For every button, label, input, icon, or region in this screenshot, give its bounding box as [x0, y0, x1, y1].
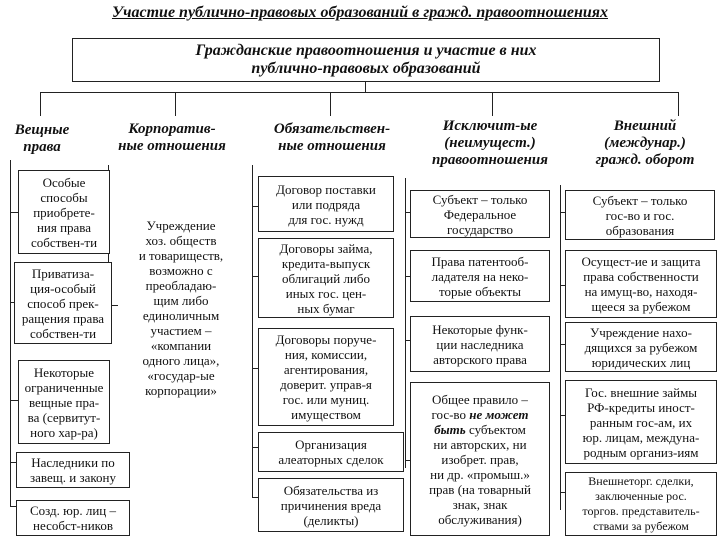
real-rights-box-servitude: Некоторые ограниченные вещные пра- ва (сервитут- ного хар-ра) [18, 360, 110, 444]
exclusive-box-general-rule [410, 382, 550, 536]
real-rights-box-heirs: Наследники по завещ. и закону [16, 452, 130, 488]
exclusive-box-federal-subject: Субъект – только Федеральное государство [410, 190, 550, 238]
obligations-box-loans: Договоры займа, кредита-выпуск облигаций либо иных гос. цен- ных бумаг [258, 238, 394, 318]
obligations-box-aleatory: Организация алеаторных сделок [258, 432, 404, 472]
exclusive-box-inheritance: Некоторые функ- ции наследника авторского права [410, 316, 550, 372]
rule-text-emphasis: не может быть [434, 406, 529, 437]
foreign-box-legal-entities: Учреждение нахо- дящихся за рубежом юридических лиц [565, 322, 717, 372]
column-header-exclusive: Исключит-ые (неимущест.) правоотношения [432, 118, 548, 168]
real-rights-box-legal-entities: Созд. юр. лиц – несобст-ников [16, 500, 130, 536]
foreign-box-subject: Субъект – только гос-во и гос. образования [565, 190, 715, 240]
real-rights-box-acquisition: Особые способы приобрете- ния права собствен-ти [18, 170, 110, 254]
obligations-box-agency: Договоры поруче- ния, комиссии, агентирования, доверит. управ-я гос. или муниц. имуществом [258, 328, 394, 426]
column-header-real-rights: Вещные права [14, 122, 70, 155]
corporate-box-founding: Учреждение хоз. обществ и товариществ, возможно с преобладаю- щим либо единоличным участием – «компании одного лица», «государ-ые корпорации» [118, 190, 244, 426]
column-header-corporate: Корпоратив- ные отношения [118, 121, 226, 154]
obligations-box-supply: Договор поставки или подряда для гос. нужд [258, 176, 394, 232]
column-header-foreign: Внешний (междунар.) гражд. оборот [595, 118, 695, 168]
foreign-box-loans: Гос. внешние займы РФ-кредиты иност- ранным гос-ам, их юр. лицам, междуна- родным организ-иям [565, 380, 717, 464]
root-box: Гражданские правоотношения и участие в них публично-правовых образований [72, 38, 660, 82]
page-title: Участие публично-правовых образований в гражд. правоотношениях [111, 4, 609, 21]
foreign-box-trade: Внешнеторг. сделки, заключенные рос. торгов. представитель- ствами за рубежом [565, 472, 717, 536]
rule-text-pre: Общее правило – гос-во [431, 391, 528, 422]
foreign-box-property: Осущест-ие и защита права собственности на имущ-во, находя- щееся за рубежом [565, 250, 717, 318]
real-rights-box-privatization: Приватиза- ция-особый способ прек- ращения права собствен-ти [14, 262, 112, 344]
exclusive-box-patent: Права патентооб- ладателя на неко- торые объекты [410, 250, 550, 302]
rule-text-post: субъектом ни авторских, ни изобрет. прав, ни др. «промыш.» прав (на товарный знак, знак обслуживания) [429, 421, 531, 527]
column-header-obligations: Обязательствен- ные отношения [273, 121, 391, 154]
obligations-box-torts: Обязательства из причинения вреда (деликты) [258, 478, 404, 532]
